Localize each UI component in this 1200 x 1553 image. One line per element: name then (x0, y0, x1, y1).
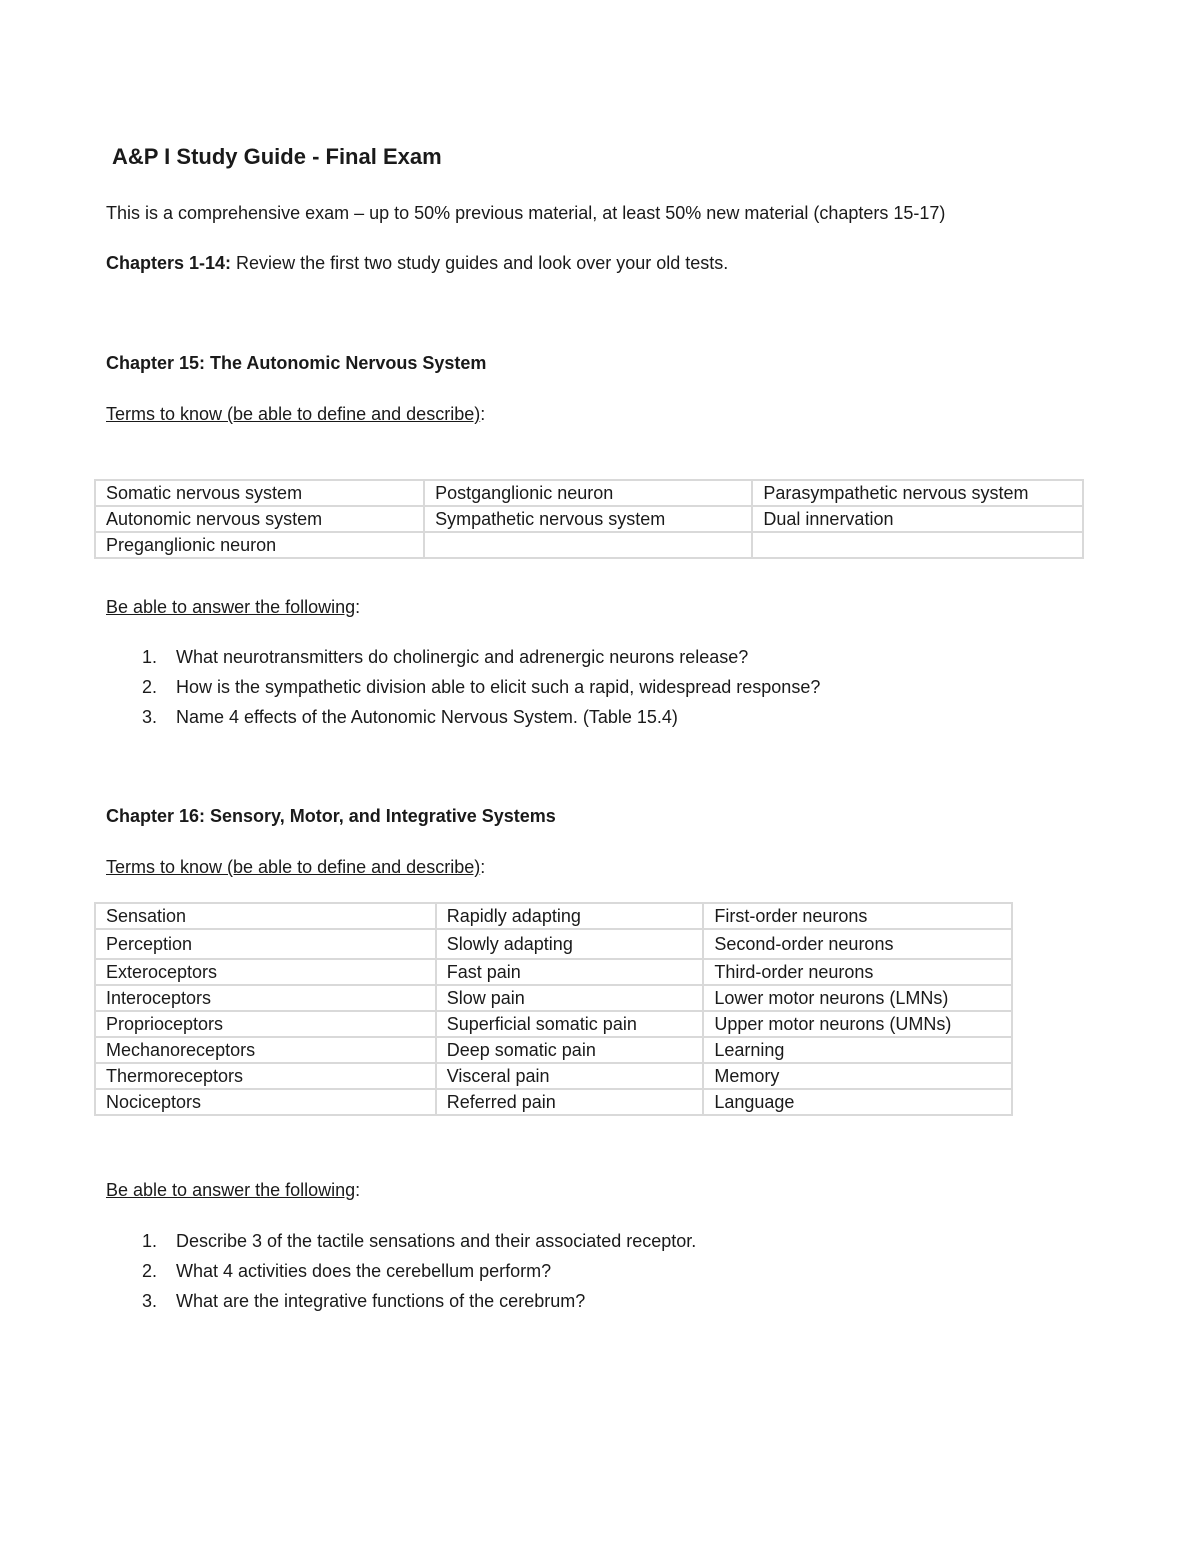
question-text: Name 4 effects of the Autonomic Nervous System. (Table 15.4) (176, 707, 678, 727)
question-number: 2. (142, 677, 158, 697)
term-cell: Memory (703, 1063, 1012, 1089)
term-cell: Exteroceptors (95, 959, 436, 985)
list-item (106, 672, 820, 702)
chapter16-terms-table (94, 902, 1013, 1116)
term-cell: Slow pain (436, 985, 704, 1011)
term-cell: Language (703, 1089, 1012, 1115)
term-cell: Learning (703, 1037, 1012, 1063)
question-number: 1. (142, 647, 158, 667)
list-item (106, 1286, 696, 1316)
chapter16-terms-label-text: Terms to know (be able to define and describe) (106, 857, 481, 877)
term-cell: Nociceptors (95, 1089, 436, 1115)
question-number: 3. (142, 707, 158, 727)
chapter16-terms-label (106, 857, 485, 878)
chapter16-questions-label (106, 1180, 360, 1201)
term-cell: Upper motor neurons (UMNs) (703, 1011, 1012, 1037)
list-item (106, 1226, 696, 1256)
term-cell (752, 532, 1083, 558)
question-text: How is the sympathetic division able to elicit such a rapid, widespread response? (176, 677, 821, 697)
chapter16-terms-label-colon: : (480, 857, 486, 877)
table-row (95, 959, 1012, 985)
term-cell: Postganglionic neuron (424, 480, 752, 506)
chapter15-questions-label-colon: : (355, 597, 361, 617)
term-cell: Rapidly adapting (436, 903, 704, 929)
chapter15-terms-label-colon: : (480, 404, 486, 424)
table-row (95, 1063, 1012, 1089)
list-item (106, 642, 820, 672)
term-cell: Sympathetic nervous system (424, 506, 752, 532)
chapter16-question-list (106, 1226, 696, 1316)
table-row (95, 506, 1083, 532)
review-text: Review the first two study guides and look over your old tests. (231, 253, 729, 273)
term-cell: Deep somatic pain (436, 1037, 704, 1063)
table-row (95, 1037, 1012, 1063)
question-number: 1. (142, 1231, 158, 1251)
table-row (95, 1011, 1012, 1037)
question-number: 3. (142, 1291, 158, 1311)
chapter16-questions-label-text: Be able to answer the following (106, 1180, 356, 1200)
table-row (95, 985, 1012, 1011)
review-paragraph (106, 253, 728, 274)
term-cell: Visceral pain (436, 1063, 704, 1089)
table-row (95, 903, 1012, 929)
chapter15-heading: Chapter 15: The Autonomic Nervous System (106, 353, 487, 373)
term-cell: Lower motor neurons (LMNs) (703, 985, 1012, 1011)
term-cell: Preganglionic neuron (95, 532, 424, 558)
term-cell: Fast pain (436, 959, 704, 985)
term-cell: Referred pain (436, 1089, 704, 1115)
term-cell (424, 532, 752, 558)
list-item (106, 1256, 696, 1286)
table-row (95, 929, 1012, 959)
term-cell: Slowly adapting (436, 929, 704, 959)
term-cell: Third-order neurons (703, 959, 1012, 985)
chapter15-questions-label (106, 597, 360, 618)
term-cell: Mechanoreceptors (95, 1037, 436, 1063)
term-cell: Perception (95, 929, 436, 959)
table-row (95, 1089, 1012, 1115)
term-cell: Interoceptors (95, 985, 436, 1011)
review-label: Chapters 1-14: (106, 253, 232, 273)
term-cell: Superficial somatic pain (436, 1011, 704, 1037)
term-cell: Proprioceptors (95, 1011, 436, 1037)
term-cell: Second-order neurons (703, 929, 1012, 959)
page-title: A&P I Study Guide - Final Exam (112, 144, 442, 169)
chapter15-terms-label (106, 404, 485, 425)
term-cell: Autonomic nervous system (95, 506, 424, 532)
intro-paragraph: This is a comprehensive exam – up to 50% previous material, at least 50% new material (chapters 15-17) (106, 203, 946, 223)
table-row (95, 532, 1083, 558)
term-cell: Dual innervation (752, 506, 1083, 532)
question-text: What neurotransmitters do cholinergic and adrenergic neurons release? (176, 647, 749, 667)
chapter15-questions-label-text: Be able to answer the following (106, 597, 356, 617)
chapter15-terms-table (94, 479, 1084, 559)
question-text: What 4 activities does the cerebellum perform? (176, 1261, 552, 1281)
question-text: Describe 3 of the tactile sensations and their associated receptor. (176, 1231, 697, 1251)
term-cell: First-order neurons (703, 903, 1012, 929)
term-cell: Somatic nervous system (95, 480, 424, 506)
list-item (106, 702, 820, 732)
question-number: 2. (142, 1261, 158, 1281)
chapter16-questions-label-colon: : (355, 1180, 361, 1200)
term-cell: Sensation (95, 903, 436, 929)
chapter15-question-list (106, 642, 820, 732)
term-cell: Thermoreceptors (95, 1063, 436, 1089)
term-cell: Parasympathetic nervous system (752, 480, 1083, 506)
chapter16-heading: Chapter 16: Sensory, Motor, and Integrative Systems (106, 806, 556, 826)
question-text: What are the integrative functions of the cerebrum? (176, 1291, 586, 1311)
table-row (95, 480, 1083, 506)
chapter15-terms-label-text: Terms to know (be able to define and describe) (106, 404, 481, 424)
